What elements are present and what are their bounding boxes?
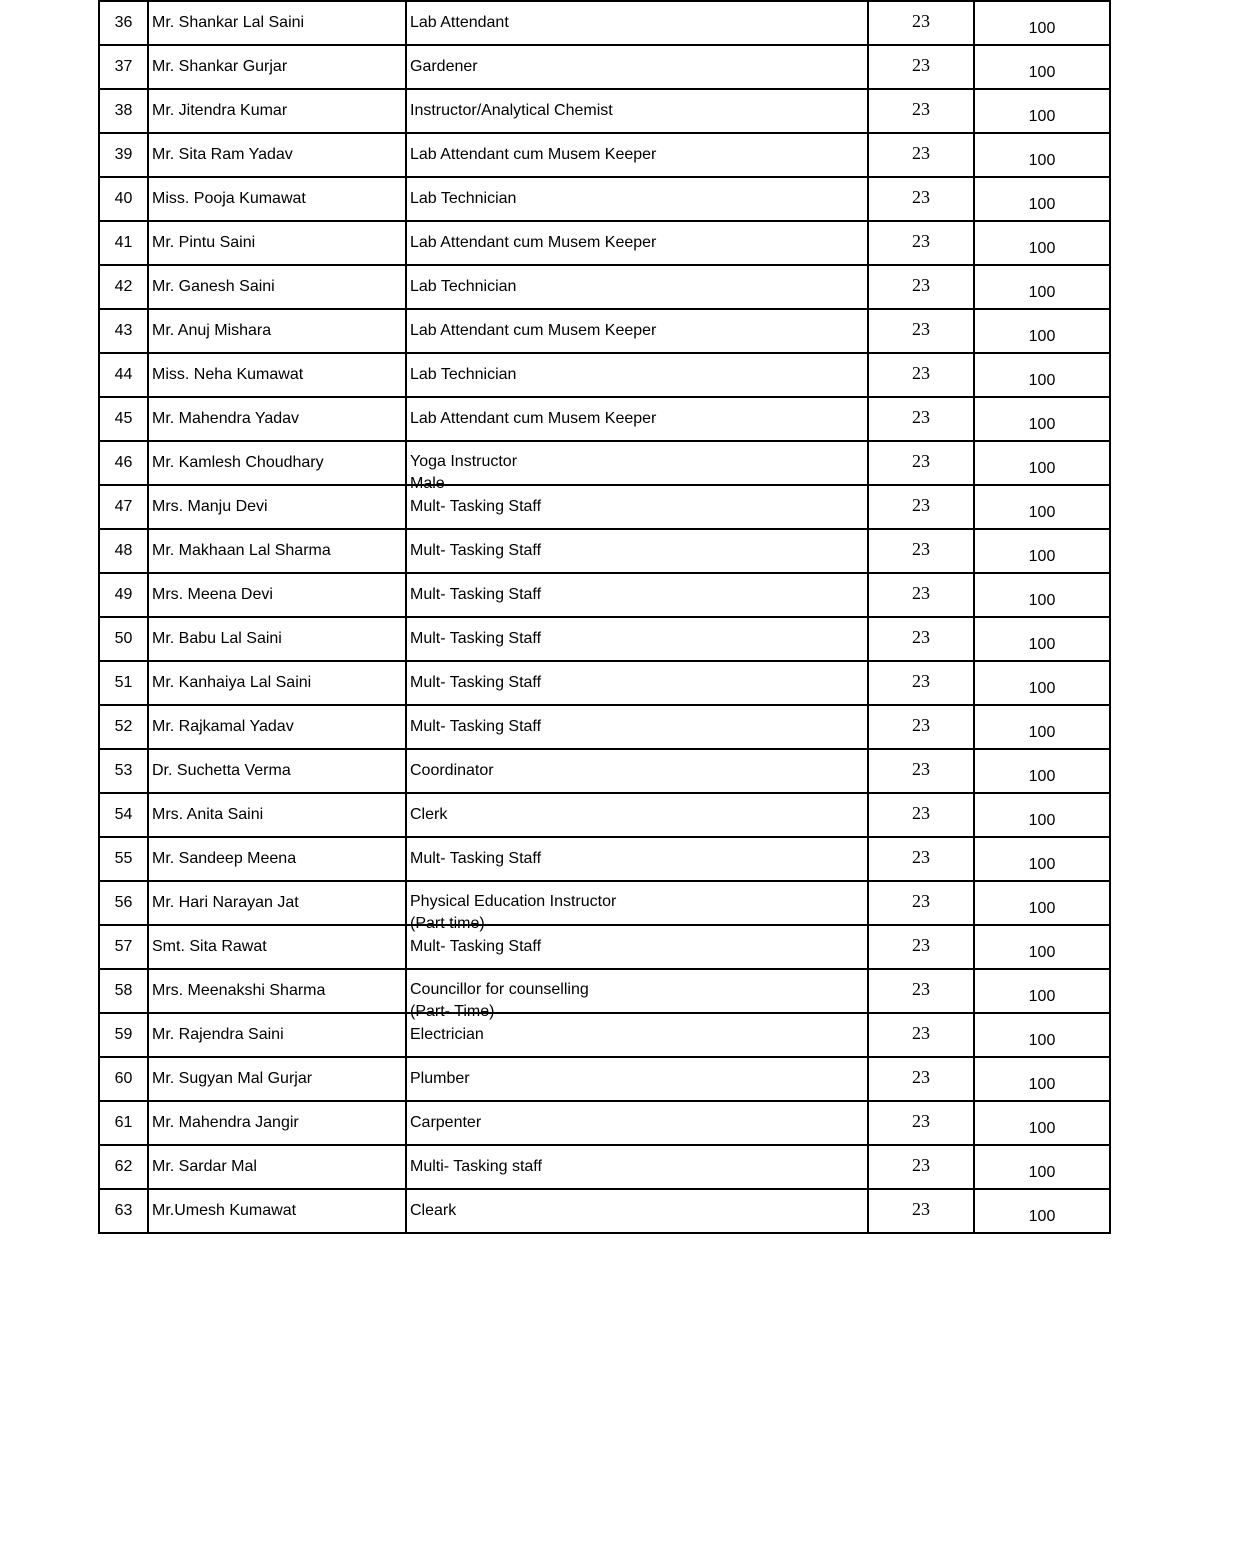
staff-name-cell: Mr. Mahendra Jangir	[148, 1101, 406, 1145]
staff-name-cell: Mr. Anuj Mishara	[148, 309, 406, 353]
serial-number-cell: 43	[99, 309, 148, 353]
attendance-percent-cell: 100	[974, 1145, 1110, 1189]
designation-line1: Gardener	[410, 58, 478, 75]
designation-wrap	[410, 492, 867, 523]
days-present-cell: 23	[868, 397, 974, 441]
designation-wrap	[410, 580, 867, 611]
designation-cell	[406, 397, 868, 441]
designation-cell	[406, 881, 868, 932]
attendance-percent-cell: 100	[974, 529, 1110, 573]
attendance-percent-cell: 100	[974, 221, 1110, 265]
designation-line1: Clerk	[410, 806, 448, 823]
designation-line1: Lab Technician	[410, 278, 517, 295]
serial-number-cell: 58	[99, 969, 148, 1013]
designation-cell	[406, 1, 868, 45]
designation-cell	[406, 969, 868, 1020]
days-present-cell: 23	[868, 969, 974, 1013]
attendance-percent-cell: 100	[974, 661, 1110, 705]
designation-wrap	[410, 888, 867, 932]
designation-cell	[406, 1189, 868, 1233]
designation-cell	[406, 309, 868, 353]
attendance-percent-cell: 100	[974, 177, 1110, 221]
serial-number-cell: 39	[99, 133, 148, 177]
table-row	[99, 573, 1110, 617]
designation-cell	[406, 705, 868, 749]
table-row	[99, 45, 1110, 89]
attendance-percent-cell: 100	[974, 881, 1110, 925]
serial-number-cell: 42	[99, 265, 148, 309]
serial-number-cell: 61	[99, 1101, 148, 1145]
designation-text	[410, 806, 447, 824]
designation-line1: Plumber	[410, 1070, 470, 1087]
serial-number-cell: 53	[99, 749, 148, 793]
designation-text	[410, 1114, 481, 1132]
designation-text	[410, 322, 656, 340]
serial-number-cell: 55	[99, 837, 148, 881]
staff-name-cell: Miss. Pooja Kumawat	[148, 177, 406, 221]
days-present-cell: 23	[868, 573, 974, 617]
designation-cell	[406, 89, 868, 133]
days-present-cell: 23	[868, 1, 974, 45]
attendance-percent-cell: 100	[974, 1101, 1110, 1145]
days-present-cell: 23	[868, 749, 974, 793]
designation-line1: Cleark	[410, 1202, 457, 1219]
designation-wrap	[410, 316, 867, 347]
attendance-percent-cell: 100	[974, 969, 1110, 1013]
designation-cell	[406, 837, 868, 881]
staff-name-cell: Mr. Kanhaiya Lal Saini	[148, 661, 406, 705]
designation-wrap	[410, 52, 867, 83]
serial-number-cell: 63	[99, 1189, 148, 1233]
table-row	[99, 485, 1110, 529]
table-row	[99, 881, 1110, 925]
designation-cell	[406, 1057, 868, 1101]
days-present-cell: 23	[868, 881, 974, 925]
days-present-cell: 23	[868, 837, 974, 881]
designation-wrap	[410, 228, 867, 259]
days-present-cell: 23	[868, 177, 974, 221]
designation-cell	[406, 1101, 868, 1145]
staff-name-cell: Mr. Rajkamal Yadav	[148, 705, 406, 749]
designation-text	[410, 146, 656, 164]
attendance-percent-cell: 100	[974, 573, 1110, 617]
days-present-cell: 23	[868, 1189, 974, 1233]
designation-cell	[406, 133, 868, 177]
serial-number-cell: 49	[99, 573, 148, 617]
table-row	[99, 1, 1110, 45]
attendance-percent-cell: 100	[974, 397, 1110, 441]
serial-number-cell: 48	[99, 529, 148, 573]
designation-wrap	[410, 976, 867, 1020]
table-row	[99, 1101, 1110, 1145]
designation-wrap	[410, 96, 867, 127]
designation-line2: (Part time)	[410, 914, 485, 932]
designation-line1: Lab Attendant cum Musem Keeper	[410, 234, 657, 251]
designation-line1: Lab Attendant cum Musem Keeper	[410, 322, 657, 339]
staff-name-cell: Miss. Neha Kumawat	[148, 353, 406, 397]
days-present-cell: 23	[868, 441, 974, 485]
table-row	[99, 1189, 1110, 1233]
attendance-percent-cell: 100	[974, 925, 1110, 969]
designation-text	[410, 102, 613, 120]
designation-cell	[406, 1145, 868, 1189]
attendance-percent-cell: 100	[974, 617, 1110, 661]
designation-cell	[406, 221, 868, 265]
designation-text	[410, 1158, 542, 1176]
designation-wrap	[410, 668, 867, 699]
attendance-percent-cell: 100	[974, 837, 1110, 881]
table-row	[99, 265, 1110, 309]
table-row	[99, 441, 1110, 485]
designation-line1: Mult- Tasking Staff	[410, 674, 542, 691]
designation-text	[410, 718, 541, 736]
serial-number-cell: 57	[99, 925, 148, 969]
designation-text	[410, 14, 509, 32]
days-present-cell: 23	[868, 529, 974, 573]
designation-line1: Mult- Tasking Staff	[410, 850, 542, 867]
attendance-percent-cell: 100	[974, 133, 1110, 177]
serial-number-cell: 46	[99, 441, 148, 485]
designation-cell	[406, 661, 868, 705]
attendance-percent-cell: 100	[974, 1, 1110, 45]
table-row	[99, 617, 1110, 661]
table-row	[99, 1145, 1110, 1189]
designation-line1: Lab Technician	[410, 366, 517, 383]
designation-wrap	[410, 932, 867, 963]
table-row	[99, 133, 1110, 177]
attendance-percent-cell: 100	[974, 1189, 1110, 1233]
designation-line1: Lab Attendant cum Musem Keeper	[410, 146, 657, 163]
designation-cell	[406, 45, 868, 89]
attendance-percent-cell: 100	[974, 441, 1110, 485]
days-present-cell: 23	[868, 617, 974, 661]
staff-name-cell: Mr. Kamlesh Choudhary	[148, 441, 406, 485]
serial-number-cell: 41	[99, 221, 148, 265]
days-present-cell: 23	[868, 221, 974, 265]
attendance-percent-cell: 100	[974, 1057, 1110, 1101]
designation-cell	[406, 573, 868, 617]
designation-line1: Councillor for counselling	[410, 980, 589, 998]
designation-cell	[406, 353, 868, 397]
designation-wrap	[410, 448, 867, 492]
designation-line1: Lab Technician	[410, 190, 517, 207]
days-present-cell: 23	[868, 705, 974, 749]
designation-text	[410, 448, 517, 495]
serial-number-cell: 50	[99, 617, 148, 661]
staff-name-cell: Mr. Ganesh Saini	[148, 265, 406, 309]
designation-text	[410, 190, 516, 208]
designation-wrap	[410, 1196, 867, 1227]
serial-number-cell: 62	[99, 1145, 148, 1189]
staff-name-cell: Mr. Shankar Gurjar	[148, 45, 406, 89]
attendance-percent-cell: 100	[974, 309, 1110, 353]
designation-line1: Mult- Tasking Staff	[410, 542, 542, 559]
staff-name-cell: Mr. Sandeep Meena	[148, 837, 406, 881]
table-row	[99, 89, 1110, 133]
designation-wrap	[410, 624, 867, 655]
serial-number-cell: 60	[99, 1057, 148, 1101]
serial-number-cell: 40	[99, 177, 148, 221]
designation-text	[410, 410, 656, 428]
designation-text	[410, 762, 494, 780]
serial-number-cell: 37	[99, 45, 148, 89]
designation-text	[410, 278, 516, 296]
designation-text	[410, 976, 589, 1023]
designation-line1: Physical Education Instructor	[410, 892, 617, 910]
serial-number-cell: 59	[99, 1013, 148, 1057]
designation-line1: Lab Attendant cum Musem Keeper	[410, 410, 657, 427]
days-present-cell: 23	[868, 1101, 974, 1145]
attendance-percent-cell: 100	[974, 89, 1110, 133]
staff-name-cell: Mr. Rajendra Saini	[148, 1013, 406, 1057]
table-row	[99, 309, 1110, 353]
staff-name-cell: Mr. Jitendra Kumar	[148, 89, 406, 133]
days-present-cell: 23	[868, 353, 974, 397]
designation-wrap	[410, 272, 867, 303]
days-present-cell: 23	[868, 1013, 974, 1057]
attendance-percent-cell: 100	[974, 705, 1110, 749]
designation-text	[410, 938, 541, 956]
designation-line1: Multi- Tasking staff	[410, 1158, 542, 1175]
serial-number-cell: 51	[99, 661, 148, 705]
table-body	[99, 1, 1110, 1233]
days-present-cell: 23	[868, 1145, 974, 1189]
designation-wrap	[410, 712, 867, 743]
staff-name-cell: Mrs. Meena Devi	[148, 573, 406, 617]
staff-name-cell: Mr.Umesh Kumawat	[148, 1189, 406, 1233]
designation-text	[410, 630, 541, 648]
designation-wrap	[410, 844, 867, 875]
attendance-percent-cell: 100	[974, 45, 1110, 89]
designation-wrap	[410, 360, 867, 391]
designation-cell	[406, 441, 868, 492]
days-present-cell: 23	[868, 133, 974, 177]
table-row	[99, 749, 1110, 793]
table-row	[99, 1057, 1110, 1101]
designation-text	[410, 1070, 470, 1088]
staff-name-cell: Mr. Shankar Lal Saini	[148, 1, 406, 45]
days-present-cell: 23	[868, 485, 974, 529]
designation-wrap	[410, 536, 867, 567]
attendance-percent-cell: 100	[974, 749, 1110, 793]
days-present-cell: 23	[868, 925, 974, 969]
days-present-cell: 23	[868, 309, 974, 353]
days-present-cell: 23	[868, 89, 974, 133]
attendance-percent-cell: 100	[974, 793, 1110, 837]
days-present-cell: 23	[868, 45, 974, 89]
designation-text	[410, 888, 616, 935]
designation-line1: Mult- Tasking Staff	[410, 630, 542, 647]
designation-text	[410, 850, 541, 868]
designation-text	[410, 542, 541, 560]
days-present-cell: 23	[868, 1057, 974, 1101]
designation-text	[410, 674, 541, 692]
designation-line1: Coordinator	[410, 762, 494, 779]
table-row	[99, 177, 1110, 221]
designation-line1: Carpenter	[410, 1114, 482, 1131]
serial-number-cell: 44	[99, 353, 148, 397]
table-row	[99, 221, 1110, 265]
designation-cell	[406, 617, 868, 661]
serial-number-cell: 47	[99, 485, 148, 529]
designation-line1: Electrician	[410, 1026, 484, 1043]
designation-line1: Mult- Tasking Staff	[410, 586, 542, 603]
table-row	[99, 705, 1110, 749]
designation-line1: Mult- Tasking Staff	[410, 498, 542, 515]
attendance-percent-cell: 100	[974, 265, 1110, 309]
table-row	[99, 969, 1110, 1013]
designation-line2: (Part- Time)	[410, 1002, 495, 1020]
table-row	[99, 1013, 1110, 1057]
designation-cell	[406, 749, 868, 793]
staff-name-cell: Smt. Sita Rawat	[148, 925, 406, 969]
designation-line1: Mult- Tasking Staff	[410, 938, 542, 955]
staff-name-cell: Mr. Mahendra Yadav	[148, 397, 406, 441]
table-row	[99, 529, 1110, 573]
days-present-cell: 23	[868, 793, 974, 837]
designation-cell	[406, 177, 868, 221]
table-row	[99, 353, 1110, 397]
designation-wrap	[410, 1020, 867, 1051]
serial-number-cell: 56	[99, 881, 148, 925]
designation-cell	[406, 265, 868, 309]
staff-name-cell: Mrs. Manju Devi	[148, 485, 406, 529]
staff-name-cell: Mr. Pintu Saini	[148, 221, 406, 265]
table-row	[99, 397, 1110, 441]
serial-number-cell: 54	[99, 793, 148, 837]
serial-number-cell: 36	[99, 1, 148, 45]
table-row	[99, 837, 1110, 881]
designation-cell	[406, 793, 868, 837]
designation-line2: Male	[410, 474, 445, 492]
staff-name-cell: Dr. Suchetta Verma	[148, 749, 406, 793]
serial-number-cell: 38	[99, 89, 148, 133]
staff-name-cell: Mr. Sita Ram Yadav	[148, 133, 406, 177]
designation-wrap	[410, 404, 867, 435]
attendance-percent-cell: 100	[974, 1013, 1110, 1057]
designation-text	[410, 1202, 456, 1220]
designation-wrap	[410, 800, 867, 831]
designation-wrap	[410, 140, 867, 171]
designation-text	[410, 234, 656, 252]
staff-name-cell: Mrs. Anita Saini	[148, 793, 406, 837]
days-present-cell: 23	[868, 661, 974, 705]
designation-line1: Instructor/Analytical Chemist	[410, 102, 613, 119]
designation-text	[410, 1026, 484, 1044]
serial-number-cell: 52	[99, 705, 148, 749]
designation-line1: Mult- Tasking Staff	[410, 718, 542, 735]
serial-number-cell: 45	[99, 397, 148, 441]
attendance-percent-cell: 100	[974, 485, 1110, 529]
designation-text	[410, 586, 541, 604]
staff-name-cell: Mrs. Meenakshi Sharma	[148, 969, 406, 1013]
designation-wrap	[410, 1108, 867, 1139]
designation-wrap	[410, 1064, 867, 1095]
designation-text	[410, 498, 541, 516]
staff-name-cell: Mr. Hari Narayan Jat	[148, 881, 406, 925]
table-row	[99, 661, 1110, 705]
staff-name-cell: Mr. Sardar Mal	[148, 1145, 406, 1189]
designation-text	[410, 366, 516, 384]
designation-wrap	[410, 184, 867, 215]
designation-text	[410, 58, 478, 76]
attendance-percent-cell: 100	[974, 353, 1110, 397]
staff-name-cell: Mr. Babu Lal Saini	[148, 617, 406, 661]
staff-name-cell: Mr. Makhaan Lal Sharma	[148, 529, 406, 573]
designation-cell	[406, 529, 868, 573]
table-row	[99, 793, 1110, 837]
designation-wrap	[410, 1152, 867, 1183]
staff-name-cell: Mr. Sugyan Mal Gurjar	[148, 1057, 406, 1101]
designation-wrap	[410, 756, 867, 787]
designation-wrap	[410, 8, 867, 39]
days-present-cell: 23	[868, 265, 974, 309]
designation-line1: Lab Attendant	[410, 14, 509, 31]
designation-line1: Yoga Instructor	[410, 452, 518, 470]
staff-attendance-table	[98, 0, 1111, 1234]
